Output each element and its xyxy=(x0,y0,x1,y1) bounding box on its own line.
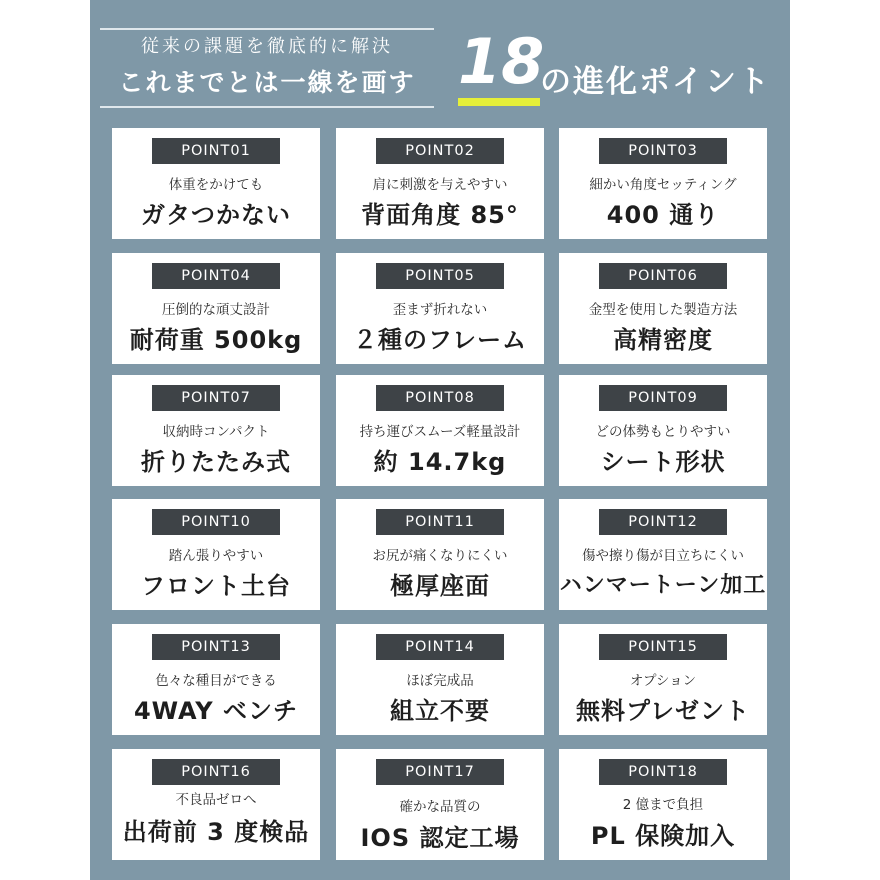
point-subtitle: 歪まず折れない xyxy=(392,302,488,318)
point-badge: POINT18 xyxy=(599,759,727,785)
point-card xyxy=(112,749,320,860)
header-suffix: の進化ポイント xyxy=(540,64,771,100)
point-title: 背面角度 85° xyxy=(361,201,519,229)
point-title: 4WAY ベンチ xyxy=(133,697,299,725)
point-subtitle: 金型を使用した製造方法 xyxy=(588,302,738,318)
point-badge: POINT10 xyxy=(152,509,280,535)
point-badge: POINT12 xyxy=(599,509,727,535)
point-card xyxy=(559,499,767,610)
point-card xyxy=(559,624,767,735)
point-subtitle: 確かな品質の xyxy=(399,799,481,815)
point-badge: POINT17 xyxy=(376,759,504,785)
point-badge: POINT15 xyxy=(599,634,727,660)
point-title: シート形状 xyxy=(600,448,726,476)
point-subtitle: 肩に刺激を与えやすい xyxy=(372,177,508,193)
point-card xyxy=(112,375,320,486)
point-title: ガタつかない xyxy=(141,201,291,229)
point-card xyxy=(112,499,320,610)
point-badge: POINT02 xyxy=(376,138,504,164)
point-badge: POINT03 xyxy=(599,138,727,164)
point-badge: POINT06 xyxy=(599,263,727,289)
point-title: 耐荷重 500kg xyxy=(129,326,303,354)
count-underline xyxy=(458,98,540,106)
point-title: PL 保険加入 xyxy=(590,822,736,850)
point-title: 高精密度 xyxy=(613,326,713,354)
point-title: 極厚座面 xyxy=(390,572,490,600)
point-subtitle: ほぼ完成品 xyxy=(406,673,474,689)
point-subtitle: 圧倒的な頑丈設計 xyxy=(162,302,270,318)
point-title: ２種のフレーム xyxy=(352,326,528,354)
point-subtitle: どの体勢もとりやすい xyxy=(595,424,731,440)
point-card xyxy=(559,253,767,364)
point-card xyxy=(559,128,767,239)
header-top-rule xyxy=(100,28,434,30)
point-card xyxy=(336,128,544,239)
point-card xyxy=(112,253,320,364)
point-card xyxy=(336,499,544,610)
header-subtitle: 従来の課題を徹底的に解決 xyxy=(141,36,393,57)
point-title: 出荷前 3 度検品 xyxy=(122,818,310,846)
point-card xyxy=(336,375,544,486)
point-badge: POINT01 xyxy=(152,138,280,164)
point-subtitle: 不良品ゼロへ xyxy=(175,792,257,808)
point-badge: POINT07 xyxy=(152,385,280,411)
point-card xyxy=(336,624,544,735)
point-subtitle: 色々な種目ができる xyxy=(155,673,277,689)
point-card xyxy=(336,253,544,364)
header-bottom-rule xyxy=(100,106,434,108)
point-card xyxy=(559,749,767,860)
header-title: これまでとは一線を画す xyxy=(118,68,416,97)
point-subtitle: 踏ん張りやすい xyxy=(168,548,264,564)
point-title: 400 通り xyxy=(606,201,720,229)
point-subtitle: 持ち運びスムーズ軽量設計 xyxy=(359,424,521,440)
point-subtitle: お尻が痛くなりにくい xyxy=(372,548,508,564)
point-badge: POINT04 xyxy=(152,263,280,289)
point-title: 組立不要 xyxy=(390,697,490,725)
point-badge: POINT16 xyxy=(152,759,280,785)
point-title: ハンマートーン加工 xyxy=(559,573,767,598)
point-title: 無料プレゼント xyxy=(575,697,751,725)
point-subtitle: オプション xyxy=(629,673,697,689)
point-subtitle: 2 億まで負担 xyxy=(622,797,704,813)
point-subtitle: 体重をかけても xyxy=(168,177,264,193)
point-badge: POINT14 xyxy=(376,634,504,660)
point-badge: POINT11 xyxy=(376,509,504,535)
point-subtitle: 収納時コンパクト xyxy=(162,424,270,440)
point-card xyxy=(559,375,767,486)
point-card xyxy=(336,749,544,860)
point-card xyxy=(112,128,320,239)
point-title: 約 14.7kg xyxy=(373,448,507,476)
point-count: 18 xyxy=(458,25,545,98)
point-badge: POINT09 xyxy=(599,385,727,411)
point-title: IOS 認定工場 xyxy=(360,824,520,852)
point-subtitle: 傷や擦り傷が目立ちにくい xyxy=(582,548,744,564)
point-badge: POINT05 xyxy=(376,263,504,289)
point-card xyxy=(112,624,320,735)
point-subtitle: 細かい角度セッティング xyxy=(589,177,737,193)
point-badge: POINT13 xyxy=(152,634,280,660)
point-title: 折りたたみ式 xyxy=(141,448,291,476)
point-badge: POINT08 xyxy=(376,385,504,411)
point-title: フロント土台 xyxy=(141,572,291,600)
